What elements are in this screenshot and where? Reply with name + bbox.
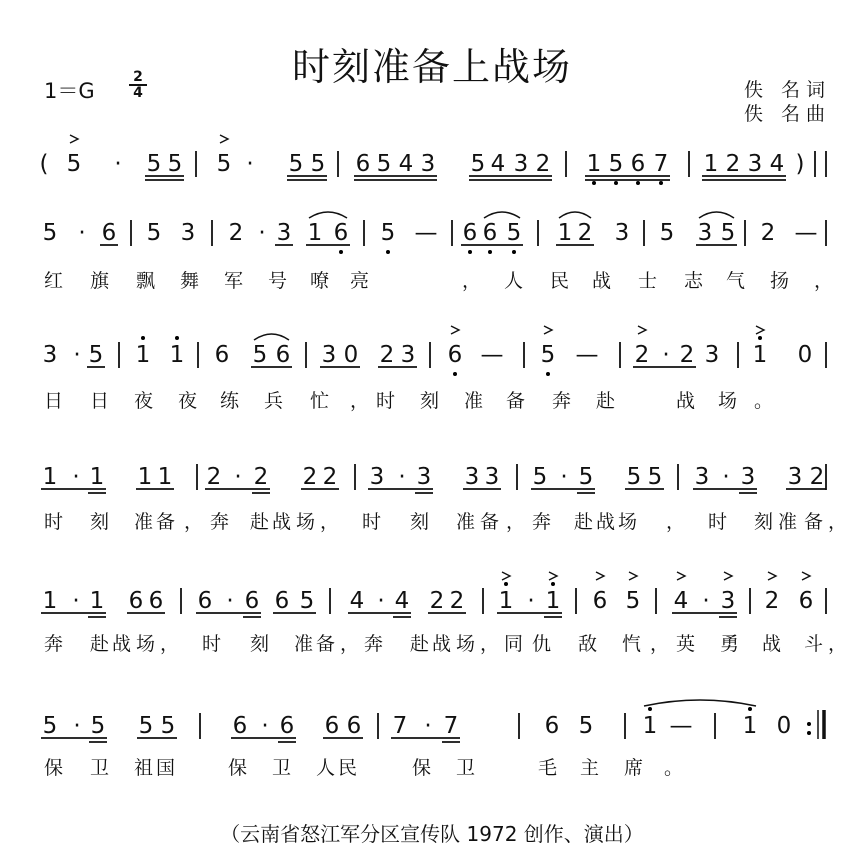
lyric-char: 斗 [804, 633, 824, 655]
note: 5 [647, 464, 663, 490]
lyric-char: 旗 [90, 270, 110, 292]
note: 6 [592, 588, 608, 614]
note: 7 [443, 713, 459, 739]
octave-dot [748, 707, 752, 711]
note: 5 [146, 220, 162, 246]
note: — [414, 220, 438, 246]
note: 0 [343, 342, 359, 368]
note: 6 [274, 588, 290, 614]
note: 3 [276, 220, 292, 246]
note: 5 [659, 220, 675, 246]
note: 2 [302, 464, 318, 490]
note: 5 [506, 220, 522, 246]
note: 2 [760, 220, 776, 246]
note: 1 [89, 464, 105, 490]
lyric-char: 仇 [532, 633, 552, 655]
note: 3 [420, 151, 436, 177]
lyric-char: 时 [202, 633, 222, 655]
note: 2 [322, 464, 338, 490]
note: 6 [197, 588, 213, 614]
lyric-char: 同 [504, 633, 524, 655]
note: 6 [214, 342, 230, 368]
lyric-char: 奔 [364, 633, 384, 655]
lyric-char: 人 [316, 757, 336, 779]
note: 6 [630, 151, 646, 177]
slur [644, 700, 756, 706]
note: 2 [449, 588, 465, 614]
lyric-char: 赴 [574, 511, 594, 533]
accent-mark [768, 572, 776, 580]
note: 2 [535, 151, 551, 177]
note: · [702, 588, 710, 614]
note: 2 [725, 151, 741, 177]
lyric-char: 舞 [180, 270, 200, 292]
note: 5 [578, 713, 594, 739]
note: 5 [532, 464, 548, 490]
accent-mark [70, 135, 78, 143]
accent-mark [629, 572, 637, 580]
note: 3 [720, 588, 736, 614]
lyric-char: 忾 [622, 633, 642, 655]
note: 4 [349, 588, 365, 614]
note: · [424, 713, 432, 739]
octave-dot [175, 336, 179, 340]
octave-dot [546, 372, 550, 376]
note: 5 [625, 588, 641, 614]
lyric-char: 卫 [90, 757, 110, 779]
note: · [527, 588, 535, 614]
accent-mark [220, 135, 228, 143]
lyric-char: 卫 [272, 757, 292, 779]
accent-mark [638, 326, 646, 334]
lyric-char: 气 [726, 270, 746, 292]
note: 5 [470, 151, 486, 177]
note: 3 [416, 464, 432, 490]
note: · [722, 464, 730, 490]
note: 5 [42, 713, 58, 739]
lyric-char: 时 [362, 511, 382, 533]
lyric-char: 备 [316, 633, 336, 655]
note: 1 [752, 342, 768, 368]
lyric-char: 准 [778, 511, 798, 533]
note: 0 [797, 342, 813, 368]
lyric-char: ， [814, 270, 834, 292]
note: 1 [157, 464, 173, 490]
lyric-char: 战 [596, 511, 616, 533]
lyric-char: 刻 [250, 633, 270, 655]
note: 6 [355, 151, 371, 177]
note: 5 [252, 342, 268, 368]
octave-dot [468, 250, 472, 254]
lyric-char: 备 [804, 511, 824, 533]
lyric-char: 奔 [44, 633, 64, 655]
lyric-char: ， [184, 511, 204, 533]
note: 1 [42, 464, 58, 490]
note: 5 [540, 342, 556, 368]
lyric-char: 赴 [250, 511, 270, 533]
octave-dot [386, 250, 390, 254]
lyricist-credit: 佚 名词 [744, 79, 832, 101]
lyric-char: ， [828, 633, 848, 655]
octave-dot [504, 582, 508, 586]
note: 6 [279, 713, 295, 739]
note: 2 [429, 588, 445, 614]
note: 5 [160, 713, 176, 739]
lyric-char: ， [506, 511, 526, 533]
note: 3 [787, 464, 803, 490]
note: 2 [577, 220, 593, 246]
lyric-char: 敌 [578, 633, 598, 655]
note: 3 [180, 220, 196, 246]
accent-mark [549, 572, 557, 580]
lyric-char: 。 [754, 390, 774, 412]
note: 1 [307, 220, 323, 246]
note: 5 [376, 151, 392, 177]
note: · [246, 151, 254, 177]
lyric-char: 奔 [532, 511, 552, 533]
lyric-char: ， [828, 511, 848, 533]
note: 5 [88, 342, 104, 368]
note: 3 [704, 342, 720, 368]
accent-mark [451, 326, 459, 334]
note: 2 [206, 464, 222, 490]
lyric-char: 卫 [456, 757, 476, 779]
note: 6 [447, 342, 463, 368]
lyric-char: 扬 [770, 270, 790, 292]
lyric-char: 号 [268, 270, 288, 292]
note: 6 [482, 220, 498, 246]
lyric-char: 刻 [90, 511, 110, 533]
note: · [72, 588, 80, 614]
lyric-char: 忙 [310, 390, 330, 412]
note: 1 [703, 151, 719, 177]
lyric-char: 准 [456, 511, 476, 533]
note: 3 [484, 464, 500, 490]
note: 2 [764, 588, 780, 614]
lyric-char: 场 [718, 390, 738, 412]
note: 1 [89, 588, 105, 614]
lyric-char: ， [320, 511, 340, 533]
lyric-char: 保 [228, 757, 248, 779]
note: · [73, 342, 81, 368]
note: · [261, 713, 269, 739]
note: 7 [392, 713, 408, 739]
octave-dot [141, 336, 145, 340]
lyric-char: 席 [624, 757, 644, 779]
lyric-char: 祖 [134, 757, 154, 779]
note: 3 [400, 342, 416, 368]
octave-dot [551, 582, 555, 586]
note: · [258, 220, 266, 246]
lyric-char: 人 [504, 270, 524, 292]
accent-mark [724, 572, 732, 580]
note: 6 [148, 588, 164, 614]
lyric-char: 刻 [754, 511, 774, 533]
note: 3 [694, 464, 710, 490]
lyric-char: 赴 [596, 390, 616, 412]
accent-mark [802, 572, 810, 580]
octave-dot [453, 372, 457, 376]
lyric-char: 刻 [420, 390, 440, 412]
octave-dot [648, 707, 652, 711]
note: 3 [697, 220, 713, 246]
note: 4 [769, 151, 785, 177]
note: 5 [42, 220, 58, 246]
note: — [575, 342, 599, 368]
note: 3 [321, 342, 337, 368]
note: · [398, 464, 406, 490]
note: 3 [42, 342, 58, 368]
lyric-char: 战 [112, 633, 132, 655]
note: 7 [653, 151, 669, 177]
note: 0 [776, 713, 792, 739]
lyric-char: 勇 [720, 633, 740, 655]
note: 1 [742, 713, 758, 739]
accent-mark [677, 572, 685, 580]
octave-dot [488, 250, 492, 254]
lyric-char: 场 [618, 511, 638, 533]
lyric-char: 嘹 [310, 270, 330, 292]
note: 3 [747, 151, 763, 177]
lyric-char: 备 [506, 390, 526, 412]
note: 3 [464, 464, 480, 490]
note: · [78, 220, 86, 246]
octave-dot [758, 336, 762, 340]
note: · [226, 588, 234, 614]
lyric-char: 夜 [134, 390, 154, 412]
repeat-dot [807, 722, 811, 726]
note: ) [795, 151, 805, 177]
lyric-char: 飘 [136, 270, 156, 292]
octave-dot [592, 181, 596, 185]
note: 3 [513, 151, 529, 177]
lyric-char: ， [650, 633, 670, 655]
lyric-char: 。 [664, 757, 684, 779]
lyric-char: ， [480, 633, 500, 655]
lyric-char: 备 [156, 511, 176, 533]
accent-mark [756, 326, 764, 334]
note: 1 [557, 220, 573, 246]
note: — [669, 713, 693, 739]
note: 5 [299, 588, 315, 614]
note: 5 [167, 151, 183, 177]
note: · [73, 713, 81, 739]
note: — [480, 342, 504, 368]
octave-dot [659, 181, 663, 185]
note: 1 [169, 342, 185, 368]
lyric-char: 红 [44, 270, 64, 292]
lyric-char: 民 [550, 270, 570, 292]
note: 1 [498, 588, 514, 614]
note: · [114, 151, 122, 177]
note: 4 [490, 151, 506, 177]
note: · [377, 588, 385, 614]
note: — [794, 220, 818, 246]
note: 1 [42, 588, 58, 614]
lyric-char: 时 [376, 390, 396, 412]
note: 6 [346, 713, 362, 739]
octave-dot [614, 181, 618, 185]
note: 4 [398, 151, 414, 177]
time-signature-bottom: 4 [129, 84, 147, 100]
note: 6 [798, 588, 814, 614]
note: 6 [275, 342, 291, 368]
lyric-char: ， [350, 390, 370, 412]
lyric-char: 夜 [178, 390, 198, 412]
key-signature: 1＝G [44, 79, 95, 103]
note: 5 [138, 713, 154, 739]
lyric-char: 场 [296, 511, 316, 533]
song-title: 时刻准备上战场 [291, 45, 572, 89]
lyric-char: 亮 [350, 270, 370, 292]
note: · [662, 342, 670, 368]
lyric-char: 准 [134, 511, 154, 533]
note: 5 [626, 464, 642, 490]
lyric-char: ， [462, 270, 482, 292]
lyric-char: 奔 [552, 390, 572, 412]
lyric-char: 日 [90, 390, 110, 412]
accent-mark [596, 572, 604, 580]
note: 2 [253, 464, 269, 490]
note: 5 [90, 713, 106, 739]
lyric-char: 场 [136, 633, 156, 655]
lyric-char: 保 [412, 757, 432, 779]
lyric-char: ， [666, 511, 686, 533]
note: · [560, 464, 568, 490]
slur [309, 212, 347, 218]
note: 2 [679, 342, 695, 368]
lyric-char: 战 [272, 511, 292, 533]
note: ( [39, 151, 49, 177]
lyric-char: 赴 [410, 633, 430, 655]
note: 2 [634, 342, 650, 368]
note: 1 [137, 464, 153, 490]
lyric-char: 战 [592, 270, 612, 292]
note: 5 [66, 151, 82, 177]
lyric-char: 练 [220, 390, 240, 412]
note: 5 [216, 151, 232, 177]
note: 5 [720, 220, 736, 246]
lyric-char: 保 [44, 757, 64, 779]
lyric-char: 兵 [264, 390, 284, 412]
lyric-char: 军 [224, 270, 244, 292]
note: 5 [380, 220, 396, 246]
lyric-char: ， [160, 633, 180, 655]
composer-credit: 佚 名曲 [744, 103, 832, 125]
note: 1 [545, 588, 561, 614]
note: 1 [642, 713, 658, 739]
lyric-char: 英 [676, 633, 696, 655]
note: 6 [544, 713, 560, 739]
lyric-char: 毛 [538, 757, 558, 779]
lyric-char: 战 [432, 633, 452, 655]
note: · [72, 464, 80, 490]
lyric-char: 刻 [410, 511, 430, 533]
lyric-char: 国 [156, 757, 176, 779]
repeat-dot [807, 731, 811, 735]
note: 4 [394, 588, 410, 614]
note: 2 [809, 464, 825, 490]
lyric-char: 战 [676, 390, 696, 412]
lyric-char: 准 [464, 390, 484, 412]
lyric-char: 日 [44, 390, 64, 412]
note: 6 [333, 220, 349, 246]
octave-dot [512, 250, 516, 254]
note: 2 [379, 342, 395, 368]
lyric-char: 主 [580, 757, 600, 779]
lyric-char: 场 [456, 633, 476, 655]
note: 1 [135, 342, 151, 368]
note: 6 [101, 220, 117, 246]
note: 6 [128, 588, 144, 614]
accent-mark [502, 572, 510, 580]
octave-dot [636, 181, 640, 185]
lyric-char: 志 [684, 270, 704, 292]
lyric-char: 士 [638, 270, 658, 292]
note: 6 [462, 220, 478, 246]
note: 3 [740, 464, 756, 490]
note: 2 [228, 220, 244, 246]
lyric-char: 备 [480, 511, 500, 533]
note: 6 [244, 588, 260, 614]
slur [484, 212, 520, 218]
lyric-char: 战 [762, 633, 782, 655]
note: 4 [673, 588, 689, 614]
lyric-char: 奔 [210, 511, 230, 533]
note: 5 [578, 464, 594, 490]
note: 6 [232, 713, 248, 739]
note: 5 [608, 151, 624, 177]
lyric-char: ， [340, 633, 360, 655]
slur [699, 212, 734, 218]
performance-credit: （云南省怒江军分区宣传队 1972 创作、演出） [220, 822, 644, 846]
lyric-char: 准 [294, 633, 314, 655]
note: 5 [288, 151, 304, 177]
slur [559, 212, 591, 218]
lyric-char: 时 [708, 511, 728, 533]
lyric-char: 赴 [90, 633, 110, 655]
time-signature-top: 2 [133, 69, 143, 85]
note: 3 [369, 464, 385, 490]
note: 3 [614, 220, 630, 246]
lyric-char: 民 [338, 757, 358, 779]
note: 5 [310, 151, 326, 177]
slur [254, 334, 289, 340]
note: 1 [586, 151, 602, 177]
accent-mark [544, 326, 552, 334]
note: 6 [324, 713, 340, 739]
lyric-char: 时 [44, 511, 64, 533]
note: 5 [146, 151, 162, 177]
octave-dot [339, 250, 343, 254]
note: · [234, 464, 242, 490]
